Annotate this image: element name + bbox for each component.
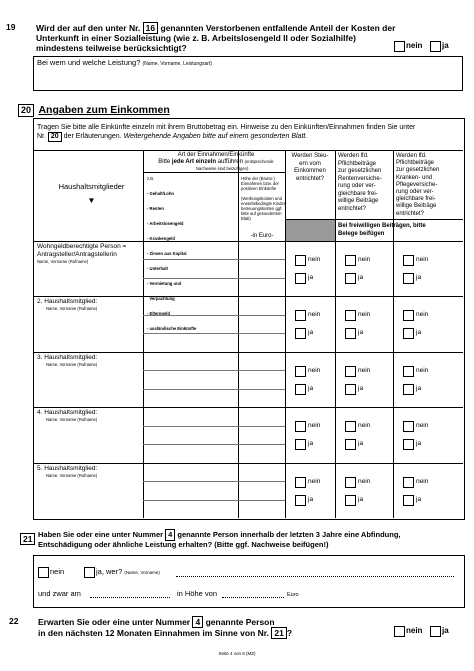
q19-ref-box: 16 xyxy=(143,22,158,34)
kranken-ja-checkbox[interactable] xyxy=(403,384,414,395)
income-type-field[interactable] xyxy=(146,335,236,349)
steuer-ja-label: ja xyxy=(308,274,314,281)
q22-ref-box: 4 xyxy=(192,616,203,628)
steuer-ja-checkbox[interactable] xyxy=(295,273,306,284)
kranken-line: Werden lfd. xyxy=(396,153,427,159)
steuer-ja-checkbox[interactable] xyxy=(295,328,306,339)
income-entry-line xyxy=(143,444,285,445)
hoehe-line: (Werbungskosten und xyxy=(241,196,282,201)
steuer-nein-checkbox[interactable] xyxy=(295,421,306,432)
steuer-line: ern vom xyxy=(299,160,321,167)
steuer-line: entrichtet? xyxy=(295,175,325,182)
q22-nein-checkbox[interactable] xyxy=(394,626,405,637)
q21-number-box: 21 xyxy=(20,533,35,545)
renten-ja-checkbox[interactable] xyxy=(345,328,356,339)
q21-nein-checkbox[interactable] xyxy=(38,567,49,578)
renten-ja-label: ja xyxy=(358,384,364,392)
income-type-field[interactable] xyxy=(146,409,236,423)
art-item: - Vermietung und xyxy=(147,281,182,286)
renten-line: entrichtet? xyxy=(338,205,367,212)
renten-line: willige Beiträge xyxy=(338,198,379,204)
member-name-field[interactable] xyxy=(36,431,140,459)
income-amount-field[interactable] xyxy=(241,428,283,442)
income-type-field[interactable] xyxy=(146,446,236,460)
hoehe-line: positiven Einkünfte xyxy=(241,186,277,191)
kranken-ja-checkbox[interactable] xyxy=(403,439,414,450)
q22-ja-checkbox[interactable] xyxy=(430,626,441,637)
income-type-field[interactable] xyxy=(146,298,236,312)
income-amount-field[interactable] xyxy=(241,409,283,423)
income-entry-line xyxy=(143,500,285,501)
income-entry-line xyxy=(143,426,285,427)
kranken-line: entrichtet? xyxy=(396,210,425,217)
steuer-line: Einkommen xyxy=(294,168,326,174)
income-type-field[interactable] xyxy=(146,428,236,442)
renten-line: Werden lfd. xyxy=(338,153,369,159)
kranken-ja-checkbox[interactable] xyxy=(403,495,414,506)
member-name-hint: Name, Vorname (Rufname) xyxy=(37,259,89,264)
q21-ref-box: 4 xyxy=(165,529,175,541)
steuer-ja-checkbox[interactable] xyxy=(295,439,306,450)
income-type-field[interactable] xyxy=(146,354,236,368)
hoehe-line: betreuungskosten ggf. xyxy=(241,206,283,211)
col-art-line2 xyxy=(146,159,286,166)
renten-nein-label: nein xyxy=(358,311,371,319)
kranken-nein-checkbox[interactable] xyxy=(403,310,414,321)
kranken-nein-label: nein xyxy=(416,366,429,374)
renten-line: Rentenversiche- xyxy=(338,175,382,182)
q20-number-box: 20 xyxy=(18,104,34,117)
income-type-field[interactable] xyxy=(146,317,236,331)
renten-nein-checkbox[interactable] xyxy=(345,421,356,432)
hoehe-line: bitte auf gesondertem xyxy=(241,211,282,216)
renten-nein-label: nein xyxy=(358,422,371,430)
q19-details-hint: (Name, Vorname, Leistungsart) xyxy=(142,61,212,67)
kranken-ja-checkbox[interactable] xyxy=(403,328,414,339)
renten-nein-checkbox[interactable] xyxy=(345,310,356,321)
q19-details-label xyxy=(37,58,212,69)
q21-amount-label: in Höhe von xyxy=(177,589,218,598)
q20-intro-line2 xyxy=(37,132,307,142)
kranken-ja-checkbox[interactable] xyxy=(403,273,414,284)
member-name-hint: Name, Vorname (Rufname) xyxy=(46,472,98,478)
q21-amount-field[interactable] xyxy=(222,597,284,598)
q21-text1: Haben Sie oder eine unter Nummer xyxy=(38,530,164,539)
q22-ja-label: ja xyxy=(442,626,449,635)
art-item: - Krankengeld xyxy=(147,236,175,241)
col-art-bitte: Bitte xyxy=(158,159,171,165)
kranken-nein-label: nein xyxy=(416,311,429,319)
income-entry-line xyxy=(143,389,285,390)
q20-intro-nr: Nr. xyxy=(37,133,46,140)
col-art-jede: jede Art einzeln xyxy=(171,159,217,165)
art-item: - Unterhalt xyxy=(147,266,168,271)
q21-frame xyxy=(33,555,465,608)
income-amount-field[interactable] xyxy=(241,243,283,257)
renten-ja-label: ja xyxy=(358,329,364,337)
q19-nein-checkbox[interactable] xyxy=(394,41,405,52)
steuer-ja-label: ja xyxy=(308,384,314,392)
income-amount-field[interactable] xyxy=(241,391,283,405)
arrow-down-icon: ▼ xyxy=(87,196,96,205)
q19-nein-label: nein xyxy=(406,41,423,50)
income-type-field[interactable] xyxy=(146,280,236,294)
income-amount-field[interactable] xyxy=(241,502,283,516)
note-belege-line1: Bei freiwilligen Beiträgen, bitte xyxy=(338,223,426,229)
col-renten xyxy=(338,153,394,213)
q22-text2: genannte Person xyxy=(205,617,275,627)
renten-line: gleichbare frei- xyxy=(338,190,378,197)
col-art-title: Art der Einnahmen/Einkünfte xyxy=(177,152,255,158)
hoehe-line: Höhe der (Brutto-) xyxy=(241,176,275,181)
steuer-gray-cell xyxy=(286,219,335,241)
income-entry-line xyxy=(143,278,285,279)
income-amount-field[interactable] xyxy=(241,446,283,460)
note-belege xyxy=(338,223,426,238)
kranken-nein-checkbox[interactable] xyxy=(403,421,414,432)
income-type-field[interactable] xyxy=(146,372,236,386)
q22-question-line2 xyxy=(38,627,292,639)
steuer-ja-label: ja xyxy=(308,440,314,448)
q21-ja-hint: (Name, Vorname) xyxy=(124,570,160,575)
q19-question-line3: mindestens teilweise berücksichtigt? xyxy=(36,43,187,53)
kranken-nein-checkbox[interactable] xyxy=(403,477,414,488)
q22-nein-label: nein xyxy=(406,626,423,635)
steuer-ja-label: ja xyxy=(308,495,314,503)
renten-line: Pflichtbeiträge xyxy=(338,160,377,167)
q21-ja-checkbox[interactable] xyxy=(84,567,95,578)
kranken-nein-checkbox[interactable] xyxy=(403,366,414,377)
member-name-field[interactable] xyxy=(36,265,140,293)
member-name-field[interactable] xyxy=(36,376,140,404)
member-name-hint: Name, Vorname (Rufname) xyxy=(46,417,98,423)
art-item: - Renten xyxy=(147,206,164,211)
col-art-line3: Nachweise sind beizufügen) xyxy=(196,166,249,171)
renten-nein-checkbox[interactable] xyxy=(345,366,356,377)
income-amount-field[interactable] xyxy=(241,317,283,331)
renten-ja-checkbox[interactable] xyxy=(345,495,356,506)
q22-ref2-box: 21 xyxy=(271,627,286,639)
income-amount-field[interactable] xyxy=(241,261,283,275)
kranken-line: rung oder ver- xyxy=(396,189,434,196)
q20-intro-line1: Tragen Sie bitte alle Einkünfte einzeln mit ihrem Bruttobetrag ein. Hinweise zu den Einkünften/Einnahmen finden Sie unter xyxy=(37,124,416,131)
q20-intro-ref-box: 20 xyxy=(48,132,62,142)
steuer-line: Werden Steu- xyxy=(291,153,329,159)
income-type-field[interactable] xyxy=(146,243,236,257)
income-type-field[interactable] xyxy=(146,483,236,497)
kranken-line: willige Beiträge xyxy=(396,203,437,210)
income-amount-field[interactable] xyxy=(241,372,283,386)
member-name-hint: Name, Vorname (Rufname) xyxy=(46,361,98,367)
income-entry-line xyxy=(143,481,285,482)
hoehe-line: erwerbsbedingte Kinder- xyxy=(241,201,287,206)
member-label: 3. Haushaltsmitglied: xyxy=(37,353,98,361)
income-type-field[interactable] xyxy=(146,391,236,405)
steuer-nein-label: nein xyxy=(308,422,321,430)
renten-nein-checkbox[interactable] xyxy=(345,477,356,488)
q19-details-label-text: Bei wem und welche Leistung? xyxy=(37,58,141,67)
kranken-nein-checkbox[interactable] xyxy=(403,255,414,266)
steuer-ja-checkbox[interactable] xyxy=(295,384,306,395)
income-entry-line xyxy=(143,333,285,334)
renten-ja-checkbox[interactable] xyxy=(345,439,356,450)
q22-line2b: ? xyxy=(286,628,293,638)
steuer-nein-checkbox[interactable] xyxy=(295,366,306,377)
member-name-hint: Name, Vorname (Rufname) xyxy=(46,306,98,312)
q19-text2: genannten Verstorbenen entfallende Anteil der Kosten der xyxy=(160,23,396,33)
renten-nein-label: nein xyxy=(358,366,371,374)
renten-ja-label: ja xyxy=(358,495,364,503)
kranken-line: gleichbare frei- xyxy=(396,196,436,203)
renten-nein-label: nein xyxy=(358,256,371,263)
q21-euro-label: Euro xyxy=(287,592,299,598)
member-name-field[interactable] xyxy=(36,320,140,348)
col-steuer xyxy=(285,153,335,183)
art-item: - Arbeitslosengeld xyxy=(147,221,184,226)
col-art-auffuehren: aufführen xyxy=(217,159,243,165)
member-label: 5. Haushaltsmitglied: xyxy=(37,464,98,472)
col-hoehe xyxy=(241,176,287,221)
q21-date-field[interactable] xyxy=(90,597,170,598)
q22-line2a: in den nächsten 12 Monaten Einnahmen im Sinne von Nr. xyxy=(38,628,269,638)
income-entry-line xyxy=(143,370,285,371)
kranken-line: zur gesetzlichen xyxy=(396,167,440,174)
art-item: - ausländische Einkünfte xyxy=(147,326,197,331)
q21-date-label: und zwar am xyxy=(38,589,81,598)
col-hoehe-unit: -in Euro- xyxy=(250,233,274,239)
q19-question-line2: Unterkunft in einer Sozialleistung (wie z. B. Arbeitslosengeld II oder Sozialhilfe) xyxy=(36,33,356,43)
kranken-nein-label: nein xyxy=(416,422,429,430)
member-label2: Antragsteller/Antragstellerin xyxy=(37,251,117,258)
q20-intro-italic: Weitergehende Angaben bitte auf einem gesonderten Blatt. xyxy=(123,133,308,140)
q21-question-line2: Entschädigung oder ähnliche Leistung erhalten? (Bitte ggf. Nachweise beifügen!) xyxy=(38,540,329,549)
income-amount-field[interactable] xyxy=(241,280,283,294)
q22-text1: Erwarten Sie oder eine unter Nummer xyxy=(38,617,191,627)
kranken-ja-label: ja xyxy=(416,329,422,337)
renten-ja-label: ja xyxy=(358,274,364,281)
member-label: Wohngeldberechtigte Person = xyxy=(37,243,127,250)
renten-line: zur gesetzlichen xyxy=(338,168,382,174)
q19-number: 19 xyxy=(6,22,16,32)
kranken-ja-label: ja xyxy=(416,274,422,281)
member-name-field[interactable] xyxy=(36,487,140,515)
note-belege-line2: Belege beifügen xyxy=(338,230,385,237)
renten-nein-checkbox[interactable] xyxy=(345,255,356,266)
income-entry-line xyxy=(143,315,285,316)
income-type-field[interactable] xyxy=(146,465,236,479)
steuer-ja-label: ja xyxy=(308,329,314,337)
col-art-entspr: (entsprechende xyxy=(244,159,274,164)
income-amount-field[interactable] xyxy=(241,298,283,312)
q22-number: 22 xyxy=(9,616,19,626)
kranken-ja-label: ja xyxy=(416,384,422,392)
steuer-nein-checkbox[interactable] xyxy=(295,310,306,321)
page-footer: Seite 4 von 8 (MZ) xyxy=(218,651,256,656)
kranken-line: Kranken- und xyxy=(396,174,433,181)
q21-nein-label: nein xyxy=(50,567,65,576)
q21-text2: genannte Person innerhalb der letzten 3 Jahre eine Abfindung, xyxy=(177,530,401,539)
income-amount-field[interactable] xyxy=(241,465,283,479)
col-art-zb: z.B. xyxy=(147,176,155,181)
art-item: - Gehalt/Lohn xyxy=(147,191,174,196)
renten-line: rung oder ver- xyxy=(338,183,376,189)
q19-ja-label: ja xyxy=(442,41,449,50)
income-type-field[interactable] xyxy=(146,261,236,275)
income-amount-field[interactable] xyxy=(241,335,283,349)
kranken-ja-label: ja xyxy=(416,440,422,448)
art-item: - Zinsen aus Kapital xyxy=(147,251,187,256)
kranken-line: Pflichtbeiträge xyxy=(396,160,435,167)
col-kranken xyxy=(396,153,462,218)
member-label: 2. Haushaltsmitglied: xyxy=(37,298,98,306)
q19-ja-checkbox[interactable] xyxy=(430,41,441,52)
income-amount-field[interactable] xyxy=(241,483,283,497)
kranken-line: Pflegeversiche- xyxy=(396,181,438,188)
kranken-nein-label: nein xyxy=(416,477,429,485)
kranken-ja-label: ja xyxy=(416,495,422,503)
q20-header xyxy=(18,100,170,118)
steuer-nein-label: nein xyxy=(308,311,321,319)
steuer-ja-checkbox[interactable] xyxy=(295,495,306,506)
income-amount-field[interactable] xyxy=(241,354,283,368)
col-members-header: Haushaltsmitglieder xyxy=(58,182,125,191)
art-item: - Elterngeld xyxy=(147,311,171,316)
q21-header xyxy=(20,529,35,547)
renten-nein-label: nein xyxy=(358,477,371,485)
art-item: Verpachtung xyxy=(147,296,175,301)
steuer-nein-checkbox[interactable] xyxy=(295,255,306,266)
hoehe-line: Blatt) xyxy=(241,216,251,221)
q20-title: Angaben zum Einkommen xyxy=(38,104,170,116)
steuer-nein-label: nein xyxy=(308,477,321,485)
hoehe-line: Einnahmen bzw. der xyxy=(241,181,279,186)
steuer-nein-checkbox[interactable] xyxy=(295,477,306,488)
renten-ja-checkbox[interactable] xyxy=(345,273,356,284)
income-type-field[interactable] xyxy=(146,502,236,516)
q20-intro-text: der Erläuterungen. xyxy=(63,133,122,140)
steuer-nein-label: nein xyxy=(308,366,321,374)
member-label: 4. Haushaltsmitglied: xyxy=(37,409,98,417)
steuer-nein-label: nein xyxy=(308,256,321,263)
q21-ja-wer: ja, wer? xyxy=(96,567,123,576)
income-entry-line xyxy=(143,259,285,260)
q21-name-field[interactable] xyxy=(176,576,454,577)
q21-ja-label xyxy=(96,567,160,577)
kranken-nein-label: nein xyxy=(416,256,429,263)
renten-ja-checkbox[interactable] xyxy=(345,384,356,395)
renten-ja-label: ja xyxy=(358,440,364,448)
q19-text1: Wird der auf den unter Nr. xyxy=(36,23,141,33)
